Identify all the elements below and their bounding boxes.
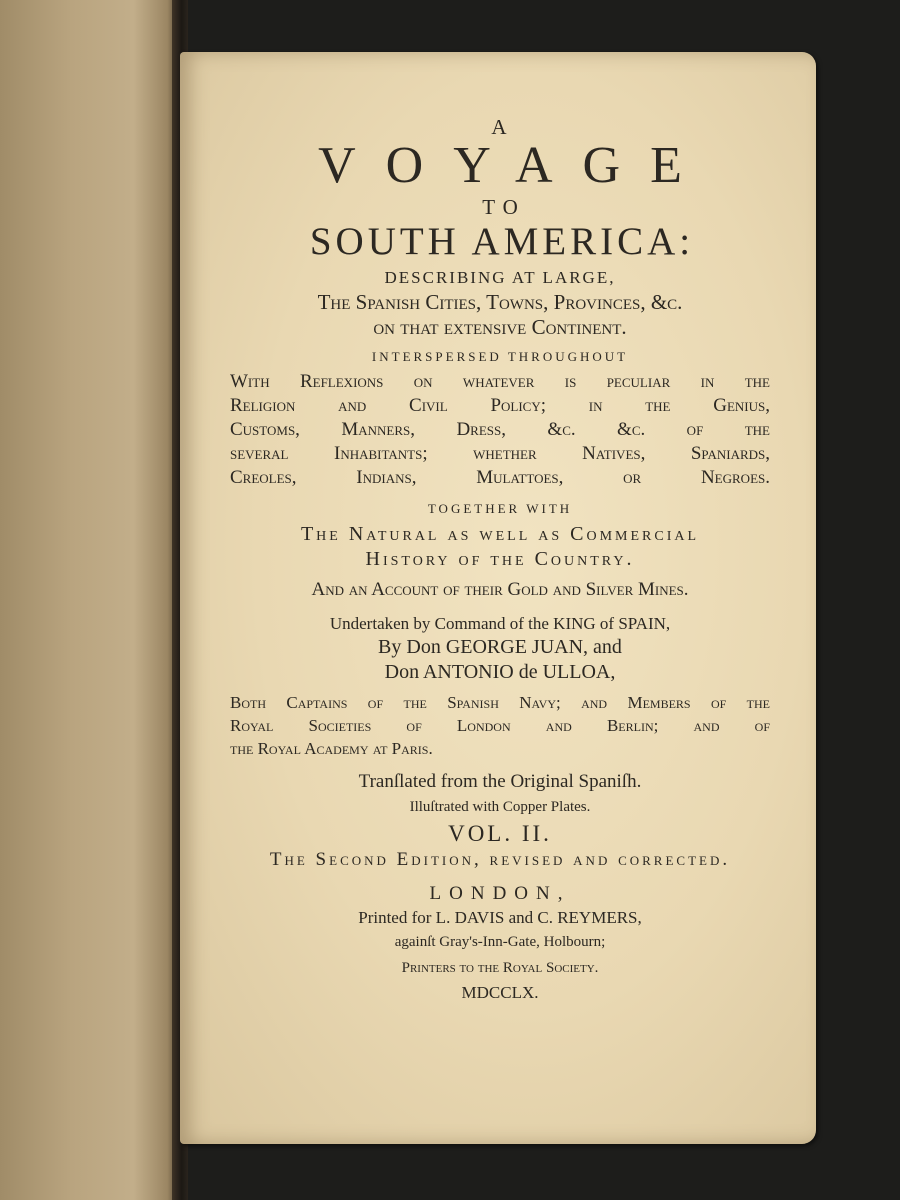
captains-line: Both Captains of the Spanish Navy; and Members of the bbox=[230, 693, 770, 712]
printed-for-line: Printed for L. DAVIS and C. REYMERS, bbox=[358, 908, 642, 927]
cities-line: The Spanish Cities, Towns, Provinces, &c. bbox=[317, 290, 683, 314]
natural-history-line: The Natural as well as Commercial bbox=[300, 523, 700, 545]
author-line: Don ANTONIO de ULLOA, bbox=[384, 661, 616, 683]
undertaken-line: Undertaken by Command of the KING of SPAIN, bbox=[329, 614, 671, 633]
captains-line: Royal Societies of London and Berlin; and of bbox=[230, 716, 770, 735]
title-article: A bbox=[491, 115, 509, 139]
title-to: TO bbox=[482, 195, 526, 219]
title-page bbox=[180, 52, 816, 1144]
edition-line: The Second Edition, reviſed and corrected. bbox=[269, 849, 731, 870]
imprint-year: MDCCLX. bbox=[461, 983, 539, 1002]
reflexions-line: Creoles, Indians, Mulattoes, or Negroes. bbox=[230, 467, 770, 488]
author-line: By Don GEORGE JUAN, and bbox=[378, 636, 622, 658]
captains-line: the Royal Academy at Paris. bbox=[230, 739, 433, 758]
address-line: againſt Gray's-Inn-Gate, Holbourn; bbox=[394, 934, 606, 950]
title-block bbox=[230, 116, 770, 1004]
mines-line: And an Account of their Gold and Silver Mines. bbox=[311, 579, 689, 600]
reflexions-line: Customs, Manners, Dress, &c. &c. of the bbox=[230, 419, 770, 440]
continent-line: on that extensive Continent. bbox=[373, 315, 627, 339]
printers-line: Printers to the Royal Society. bbox=[401, 960, 599, 976]
translated-line: Tranſlated from the Original Spaniſh. bbox=[358, 771, 642, 792]
reflexions-line: ſeveral Inhabitants; whether Natives, Spaniards, bbox=[230, 443, 770, 464]
subtitle-describing: DESCRIBING AT LARGE, bbox=[384, 268, 616, 287]
illustrated-line: Illuſtrated with Copper Plates. bbox=[409, 799, 591, 815]
title-south-america: SOUTH AMERICA: bbox=[309, 220, 695, 263]
facing-page bbox=[0, 0, 178, 1200]
volume-number: VOL. II. bbox=[448, 821, 552, 846]
reflexions-line: With Reflexions on whatever is peculiar in the bbox=[230, 371, 770, 392]
imprint-city: LONDON, bbox=[429, 883, 571, 904]
history-line: History of the Country. bbox=[365, 548, 635, 570]
title-voyage: VOYAGE bbox=[318, 137, 712, 194]
reflexions-line: Religion and Civil Policy; in the Genius, bbox=[230, 395, 770, 416]
interspersed-heading: INTERSPERSED THROUGHOUT bbox=[371, 349, 629, 364]
together-with-heading: TOGETHER WITH bbox=[427, 501, 573, 516]
